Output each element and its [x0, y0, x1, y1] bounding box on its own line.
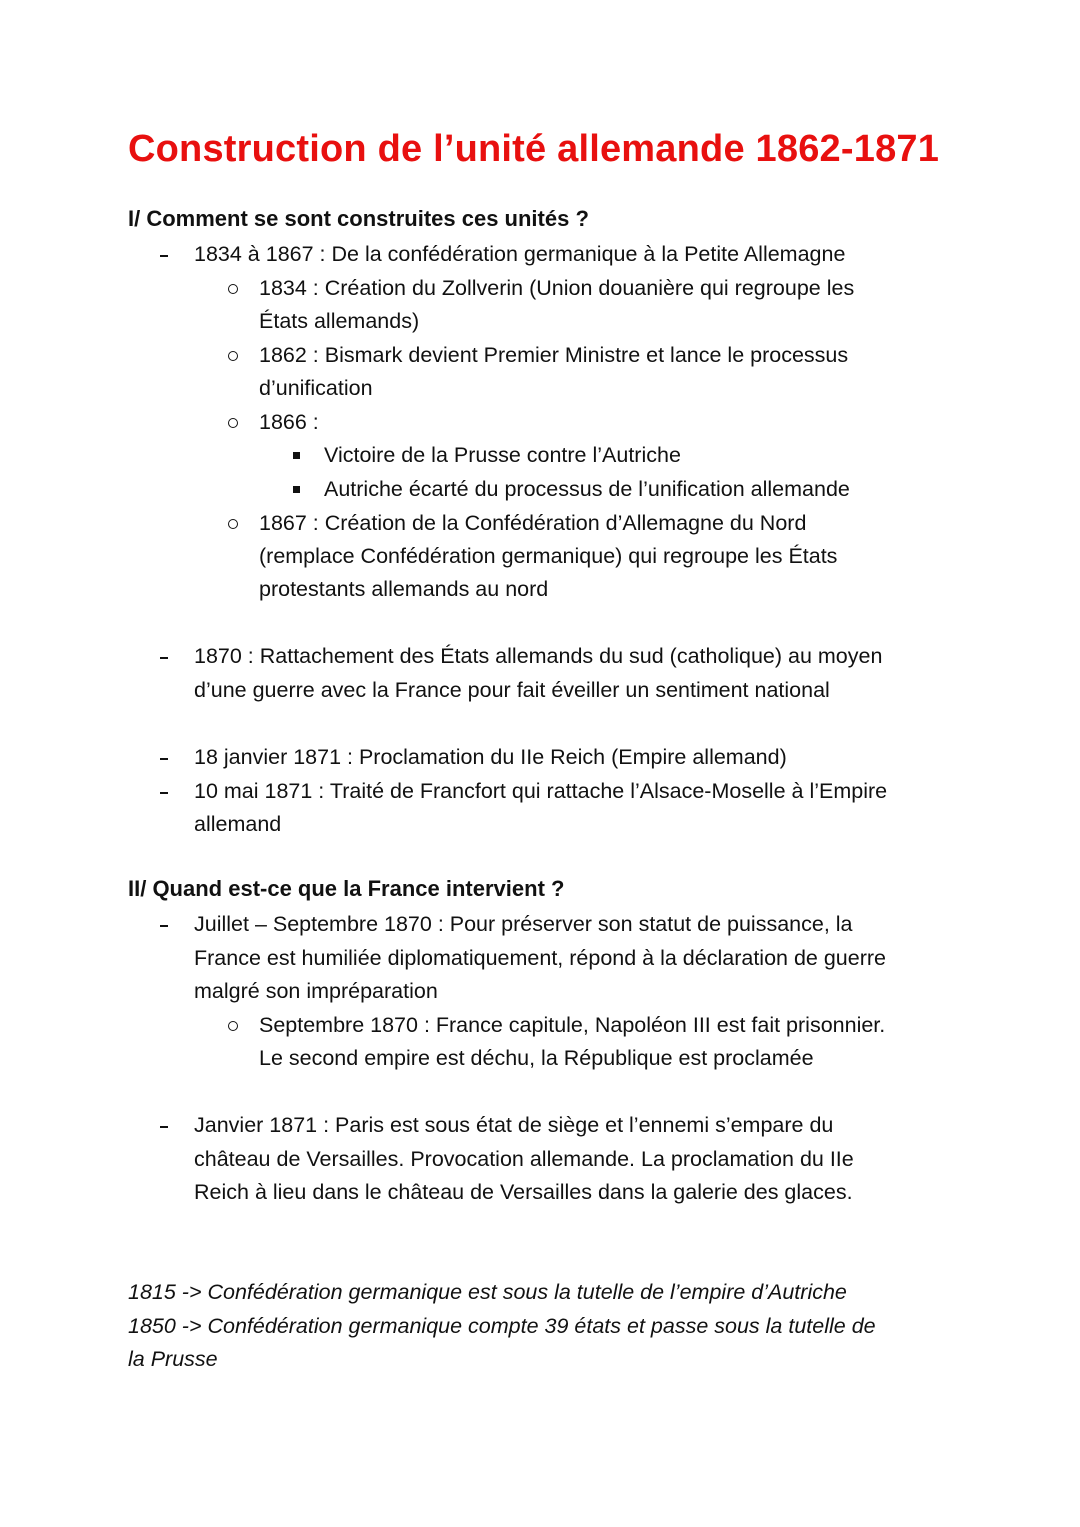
dash-bullet — [160, 1126, 168, 1128]
note-line: 1815 -> Confédération germanique est sous la tutelle de l’empire d’Autriche — [128, 1280, 847, 1304]
section-heading-1: I/ Comment se sont construites ces unités ? — [128, 206, 589, 231]
sub-item-text: 1834 : Création du Zollverin (Union douanière qui regroupe les — [259, 276, 855, 300]
sub-item-text: (remplace Confédération germanique) qui regroupe les États — [259, 544, 838, 568]
square-bullet — [293, 486, 300, 493]
sub-item-text: 1867 : Création de la Confédération d’Allemagne du Nord — [259, 511, 807, 535]
dash-bullet — [160, 925, 168, 927]
sub-item-text: Le second empire est déchu, la République est proclamée — [259, 1046, 814, 1070]
list-item-text: allemand — [194, 812, 282, 836]
sub-item-text: 1862 : Bismark devient Premier Ministre et lance le processus — [259, 343, 849, 367]
sub-item-text: 1866 : — [259, 410, 319, 434]
list-item-text: d’une guerre avec la France pour fait éveiller un sentiment national — [194, 678, 830, 702]
square-bullet — [293, 452, 300, 459]
list-item-text: 1870 : Rattachement des États allemands du sud (catholique) au moyen — [194, 644, 883, 668]
list-item-text: malgré son impréparation — [194, 979, 438, 1003]
circle-bullet — [228, 351, 238, 361]
list-item-text: Janvier 1871 : Paris est sous état de siège et l’ennemi s’empare du — [194, 1113, 834, 1137]
dash-bullet — [160, 255, 168, 257]
sub-item-text: protestants allemands au nord — [259, 577, 549, 601]
circle-bullet — [228, 519, 238, 529]
dash-bullet — [160, 657, 168, 659]
list-item-text: 18 janvier 1871 : Proclamation du IIe Reich (Empire allemand) — [194, 745, 787, 769]
sub-item-text: Septembre 1870 : France capitule, Napoléon III est fait prisonnier. — [259, 1013, 886, 1037]
circle-bullet — [228, 1021, 238, 1031]
dash-bullet — [160, 758, 168, 760]
list-item-text: 1834 à 1867 : De la confédération germanique à la Petite Allemagne — [194, 242, 846, 266]
section-heading-2: II/ Quand est-ce que la France intervient ? — [128, 876, 565, 901]
list-item-text: château de Versailles. Provocation allemande. La proclamation du IIe — [194, 1147, 854, 1171]
dash-bullet — [160, 792, 168, 794]
page-title: Construction de l’unité allemande 1862-1871 — [128, 128, 940, 170]
note-line: 1850 -> Confédération germanique compte 39 états et passe sous la tutelle de — [128, 1314, 876, 1338]
circle-bullet — [228, 284, 238, 294]
note-line: la Prusse — [128, 1347, 218, 1371]
list-item-text: Juillet – Septembre 1870 : Pour préserver son statut de puissance, la — [194, 912, 853, 936]
list-item-text: France est humiliée diplomatiquement, répond à la déclaration de guerre — [194, 946, 886, 970]
sub-item-text: d’unification — [259, 376, 373, 400]
list-item-text: 10 mai 1871 : Traité de Francfort qui rattache l’Alsace-Moselle à l’Empire — [194, 779, 888, 803]
sub-sub-item-text: Victoire de la Prusse contre l’Autriche — [324, 443, 681, 467]
circle-bullet — [228, 418, 238, 428]
list-item-text: Reich à lieu dans le château de Versailles dans la galerie des glaces. — [194, 1180, 853, 1204]
sub-sub-item-text: Autriche écarté du processus de l’unification allemande — [324, 477, 850, 501]
sub-item-text: États allemands) — [259, 309, 420, 333]
